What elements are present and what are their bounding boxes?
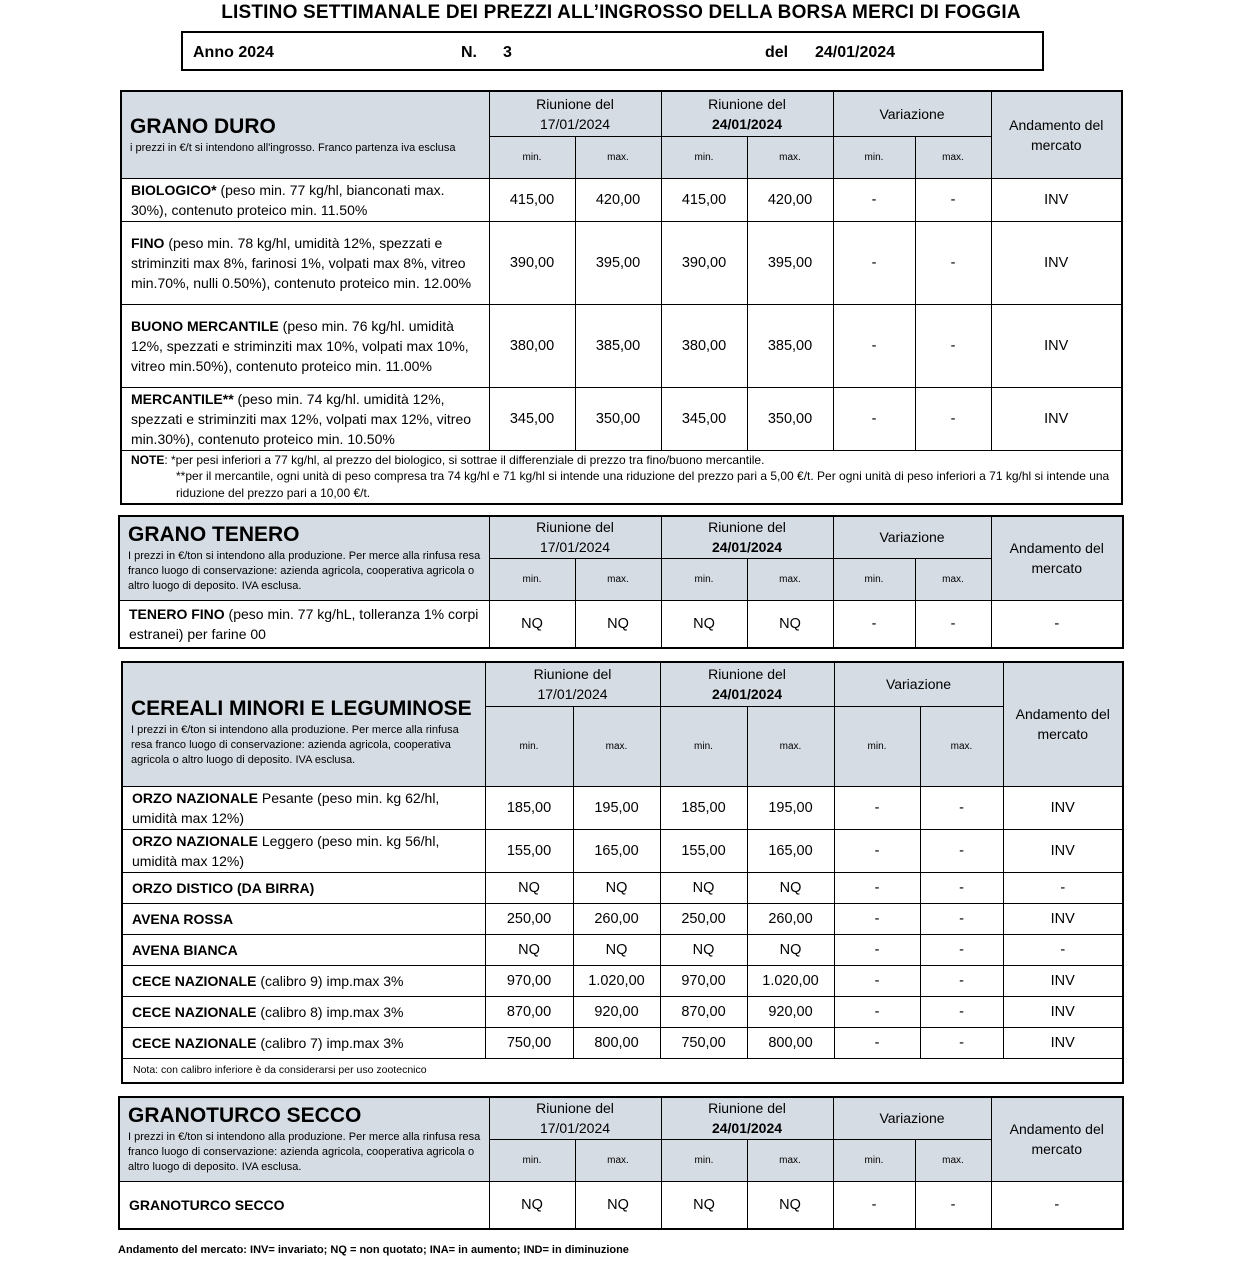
price-cell: 870,00	[485, 996, 573, 1027]
table-row	[121, 387, 1122, 450]
price-cell: 155,00	[485, 829, 573, 872]
price-cell: NQ	[747, 872, 834, 903]
variation-cell: -	[834, 965, 920, 996]
trend-cell: INV	[1003, 996, 1123, 1027]
price-cell: 800,00	[573, 1027, 660, 1058]
table-row	[122, 786, 1123, 829]
variation-cell: -	[834, 872, 920, 903]
table-row	[122, 903, 1123, 934]
table-row	[121, 304, 1122, 387]
trend-cell: -	[1003, 934, 1123, 965]
price-cell: 345,00	[661, 387, 747, 450]
product-description: ORZO NAZIONALE Leggero (peso min. kg 56/hl, umidità max 12%)	[122, 829, 485, 872]
price-cell: 395,00	[747, 221, 833, 304]
variation-cell: -	[834, 903, 920, 934]
max-header: max.	[575, 1139, 661, 1181]
price-cell: 385,00	[575, 304, 661, 387]
product-description: ORZO NAZIONALE Pesante (peso min. kg 62/hl, umidità max 12%)	[122, 786, 485, 829]
product-description: MERCANTILE** (peso min. 74 kg/hl. umidità 12%, spezzati e striminziti max 12%, volpati max 12%, vitreo min.30%), contenuto proteico min. 10.50%	[121, 387, 489, 450]
number-value: 3	[503, 44, 512, 61]
variation-cell: -	[915, 387, 991, 450]
price-cell: 260,00	[573, 903, 660, 934]
max-header: max.	[915, 558, 991, 600]
max-header: max.	[920, 706, 1003, 786]
min-header: min.	[661, 1139, 747, 1181]
max-header: max.	[575, 558, 661, 600]
min-header: min.	[661, 136, 747, 178]
price-cell: NQ	[661, 1181, 747, 1229]
variation-cell: -	[834, 934, 920, 965]
grano-tenero-table	[118, 515, 1124, 649]
min-header: min.	[833, 1139, 915, 1181]
table-row	[119, 600, 1123, 648]
max-header: max.	[747, 136, 833, 178]
section-description: I prezzi in €/ton si intendono alla produzione. Per merce alla rinfusa resa franco luogo di conservazione: azienda agricola, cooperativa agricola o altro luogo di deposito. IVA esclusa.	[128, 550, 481, 593]
variation-cell: -	[833, 387, 915, 450]
document-title: LISTINO SETTIMANALE DEI PREZZI ALL’INGROSSO DELLA BORSA MERCI DI FOGGIA	[221, 2, 1021, 23]
trend-cell: -	[991, 1181, 1123, 1229]
table-row	[122, 965, 1123, 996]
price-cell: 920,00	[573, 996, 660, 1027]
price-cell: NQ	[661, 600, 747, 648]
min-header: min.	[833, 136, 915, 178]
variation-cell: -	[834, 996, 920, 1027]
price-cell: 155,00	[660, 829, 747, 872]
market-trend-header: Andamento del mercato	[991, 1097, 1123, 1181]
variation-header: Variazione	[834, 662, 1003, 706]
price-cell: 350,00	[575, 387, 661, 450]
price-cell: 1.020,00	[747, 965, 834, 996]
min-header: min.	[833, 558, 915, 600]
curr-meeting-header: Riunione del 24/01/2024	[660, 662, 834, 706]
section-title: GRANO TENERO	[128, 523, 300, 547]
product-description: AVENA BIANCA	[122, 934, 485, 965]
price-cell: 390,00	[661, 221, 747, 304]
table-row	[121, 221, 1122, 304]
table-row	[122, 829, 1123, 872]
prev-meeting-header: Riunione del 17/01/2024	[489, 516, 661, 558]
product-description: AVENA ROSSA	[122, 903, 485, 934]
price-cell: 750,00	[485, 1027, 573, 1058]
price-cell: 420,00	[575, 178, 661, 221]
price-cell: 250,00	[660, 903, 747, 934]
market-trend-header: Andamento del mercato	[991, 516, 1123, 600]
notes: NOTE: *per pesi inferiori a 77 kg/hl, al prezzo del biologico, si sottrae il differenziale di prezzo tra fino/buono mercantile. **per il mercantile, ogni unità di peso compresa tra 74 kg/hl e 71 kg/hl si intende una riduzione del prezzo pari a 5,00 €/t. Per ogni unità di peso inferiori a 71 kg/hl si intende una riduzione del prezzo pari a 10,00 €/t.	[121, 450, 1122, 504]
grano-duro-table	[120, 90, 1123, 505]
price-cell: 345,00	[489, 387, 575, 450]
trend-cell: INV	[1003, 965, 1123, 996]
section-description: i prezzi in €/t si intendono all'ingrosso. Franco partenza iva esclusa	[130, 141, 456, 154]
variation-cell: -	[920, 934, 1003, 965]
price-cell: 420,00	[747, 178, 833, 221]
variation-cell: -	[833, 1181, 915, 1229]
price-cell: NQ	[489, 1181, 575, 1229]
variation-cell: -	[834, 1027, 920, 1058]
trend-cell: -	[1003, 872, 1123, 903]
section-header	[121, 91, 489, 178]
variation-cell: -	[920, 996, 1003, 1027]
variation-cell: -	[834, 786, 920, 829]
section-title: CEREALI MINORI E LEGUMINOSE	[131, 696, 472, 720]
section-description: I prezzi in €/ton si intendono alla produzione. Per merce alla rinfusa resa franco luogo di conservazione: azienda agricola, cooperativa agricola o altro luogo di deposito. IVA esclusa.	[128, 1131, 481, 1174]
price-cell: NQ	[485, 934, 573, 965]
variation-cell: -	[915, 178, 991, 221]
variation-cell: -	[915, 600, 991, 648]
variation-cell: -	[833, 221, 915, 304]
date-label: del	[765, 44, 789, 61]
price-cell: 870,00	[660, 996, 747, 1027]
min-header: min.	[489, 558, 575, 600]
variation-cell: -	[920, 1027, 1003, 1058]
table-row	[121, 178, 1122, 221]
min-header: min.	[485, 706, 573, 786]
price-cell: 165,00	[747, 829, 834, 872]
max-header: max.	[747, 1139, 833, 1181]
cereali-minori-table	[121, 661, 1124, 1084]
price-cell: NQ	[575, 1181, 661, 1229]
min-header: min.	[834, 706, 920, 786]
section-header	[122, 662, 485, 786]
price-cell: 185,00	[485, 786, 573, 829]
max-header: max.	[915, 136, 991, 178]
year-label: Anno 2024	[193, 44, 274, 61]
price-cell: NQ	[747, 934, 834, 965]
price-cell: 800,00	[747, 1027, 834, 1058]
section-header	[119, 1097, 489, 1181]
price-cell: 750,00	[660, 1027, 747, 1058]
price-cell: 970,00	[660, 965, 747, 996]
trend-cell: INV	[1003, 829, 1123, 872]
trend-cell: -	[991, 600, 1123, 648]
trend-cell: INV	[1003, 903, 1123, 934]
section-description: I prezzi in €/ton si intendono alla produzione. Per merce alla rinfusa resa franco luogo di conservazione: azienda agricola, cooperativa agricola o altro luogo di deposito. IVA esclusa.	[131, 723, 459, 766]
product-description: ORZO DISTICO (DA BIRRA)	[122, 872, 485, 903]
number-label: N.	[461, 44, 477, 61]
max-header: max.	[747, 706, 834, 786]
product-description: TENERO FINO (peso min. 77 kg/hL, tolleranza 1% corpi estranei) per farine 00	[119, 600, 489, 648]
variation-cell: -	[833, 304, 915, 387]
price-cell: 260,00	[747, 903, 834, 934]
variation-cell: -	[915, 1181, 991, 1229]
variation-cell: -	[920, 829, 1003, 872]
curr-meeting-header: Riunione del 24/01/2024	[661, 516, 833, 558]
issue-header	[181, 31, 1044, 71]
note: Nota: con calibro inferiore è da considerarsi per uso zootecnico	[122, 1058, 1123, 1083]
price-cell: 380,00	[661, 304, 747, 387]
variation-cell: -	[915, 304, 991, 387]
price-cell: NQ	[485, 872, 573, 903]
min-header: min.	[489, 136, 575, 178]
variation-cell: -	[920, 786, 1003, 829]
trend-cell: INV	[991, 178, 1122, 221]
variation-cell: -	[833, 600, 915, 648]
price-cell: 970,00	[485, 965, 573, 996]
product-description: CECE NAZIONALE (calibro 7) imp.max 3%	[122, 1027, 485, 1058]
prev-meeting-header: Riunione del 17/01/2024	[489, 1097, 661, 1139]
issue-date: 24/01/2024	[815, 44, 896, 61]
price-cell: NQ	[573, 872, 660, 903]
variation-cell: -	[834, 829, 920, 872]
price-cell: 185,00	[660, 786, 747, 829]
curr-meeting-header: Riunione del 24/01/2024	[661, 1097, 833, 1139]
prev-meeting-header: Riunione del 17/01/2024	[489, 91, 661, 136]
max-header: max.	[573, 706, 660, 786]
product-description: CECE NAZIONALE (calibro 9) imp.max 3%	[122, 965, 485, 996]
min-header: min.	[660, 706, 747, 786]
table-row	[122, 1027, 1123, 1058]
section-title: GRANO DURO	[130, 114, 276, 138]
variation-cell: -	[915, 221, 991, 304]
price-cell: NQ	[747, 1181, 833, 1229]
price-cell: NQ	[489, 600, 575, 648]
price-cell: 385,00	[747, 304, 833, 387]
price-cell: NQ	[573, 934, 660, 965]
price-cell: 380,00	[489, 304, 575, 387]
price-cell: 195,00	[573, 786, 660, 829]
price-cell: 395,00	[575, 221, 661, 304]
price-cell: 195,00	[747, 786, 834, 829]
variation-header: Variazione	[833, 1097, 991, 1139]
granoturco-secco-table	[118, 1096, 1124, 1230]
trend-cell: INV	[991, 221, 1122, 304]
section-header	[119, 516, 489, 600]
price-cell: 1.020,00	[573, 965, 660, 996]
max-header: max.	[747, 558, 833, 600]
trend-cell: INV	[991, 387, 1122, 450]
variation-cell: -	[920, 965, 1003, 996]
trend-cell: INV	[1003, 1027, 1123, 1058]
market-legend: Andamento del mercato: INV= invariato; NQ = non quotato; INA= in aumento; IND= in diminuzione	[118, 1244, 629, 1256]
trend-cell: INV	[991, 304, 1122, 387]
variation-header: Variazione	[833, 516, 991, 558]
curr-meeting-header: Riunione del 24/01/2024	[661, 91, 833, 136]
market-trend-header: Andamento del mercato	[991, 91, 1122, 178]
product-description: CECE NAZIONALE (calibro 8) imp.max 3%	[122, 996, 485, 1027]
trend-cell: INV	[1003, 786, 1123, 829]
market-trend-header: Andamento del mercato	[1003, 662, 1123, 786]
price-cell: 415,00	[489, 178, 575, 221]
price-cell: 250,00	[485, 903, 573, 934]
price-cell: 165,00	[573, 829, 660, 872]
price-cell: 920,00	[747, 996, 834, 1027]
price-cell: 350,00	[747, 387, 833, 450]
max-header: max.	[575, 136, 661, 178]
table-row	[122, 996, 1123, 1027]
table-row	[122, 872, 1123, 903]
prev-meeting-header: Riunione del 17/01/2024	[485, 662, 660, 706]
price-cell: 390,00	[489, 221, 575, 304]
variation-header: Variazione	[833, 91, 991, 136]
price-cell: 415,00	[661, 178, 747, 221]
price-cell: NQ	[660, 934, 747, 965]
section-title: GRANOTURCO SECCO	[128, 1104, 362, 1128]
max-header: max.	[915, 1139, 991, 1181]
price-cell: NQ	[575, 600, 661, 648]
min-header: min.	[661, 558, 747, 600]
product-description: FINO (peso min. 78 kg/hl, umidità 12%, spezzati e striminziti max 8%, farinosi 1%, volpati max 8%, vitreo min.70%, nulli 0.50%), contenuto proteico min. 12.00%	[121, 221, 489, 304]
variation-cell: -	[920, 872, 1003, 903]
table-row	[122, 934, 1123, 965]
product-description: BUONO MERCANTILE (peso min. 76 kg/hl. umidità 12%, spezzati e striminziti max 10%, volpati max 10%, vitreo min.50%), contenuto proteico min. 11.00%	[121, 304, 489, 387]
product-description: BIOLOGICO* (peso min. 77 kg/hl, bianconati max. 30%), contenuto proteico min. 11.50%	[121, 178, 489, 221]
variation-cell: -	[920, 903, 1003, 934]
price-cell: NQ	[747, 600, 833, 648]
min-header: min.	[489, 1139, 575, 1181]
price-cell: NQ	[660, 872, 747, 903]
product-description: GRANOTURCO SECCO	[119, 1181, 489, 1229]
table-row	[119, 1181, 1123, 1229]
variation-cell: -	[833, 178, 915, 221]
